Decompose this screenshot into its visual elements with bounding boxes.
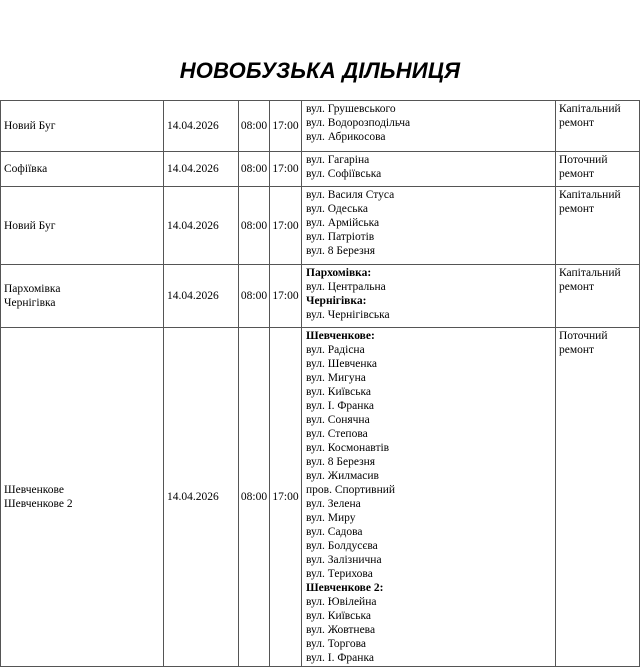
table-row: [1, 328, 640, 667]
street-name: вул. Гагаріна: [306, 154, 370, 166]
start-time-cell: 08:00: [239, 187, 270, 265]
street-name: вул. Київська: [306, 610, 372, 622]
street-name: вул. 8 Березня: [306, 245, 376, 257]
work-type-text: Поточний: [559, 330, 608, 342]
work-type-cell: [556, 187, 640, 265]
page-title: НОВОБУЗЬКА ДІЛЬНИЦЯ: [179, 58, 461, 83]
street-name: вул. Абрикосова: [306, 131, 386, 143]
street-name: вул. Ювілейна: [306, 596, 377, 608]
end-time-cell: 17:00: [270, 101, 302, 152]
work-type-text: Капітальний: [559, 267, 621, 279]
street-name: вул. Радісна: [306, 344, 365, 356]
street-name: вул. І. Франка: [306, 652, 374, 664]
settlement-cell: [1, 265, 164, 328]
start-time-cell: 08:00: [239, 101, 270, 152]
street-name: вул. Сонячна: [306, 414, 370, 426]
work-type-cell: [556, 328, 640, 667]
street-name: вул. Садова: [306, 526, 363, 538]
settlement-heading: Чернігівка:: [306, 295, 367, 307]
street-name: вул. Одеська: [306, 203, 369, 215]
outage-schedule-table: [0, 100, 640, 667]
settlement-name: Пархомівка: [4, 283, 61, 295]
settlement-name: Новий Буг: [4, 120, 56, 132]
work-type-text: Поточний: [559, 154, 608, 166]
street-name: вул. Болдусєва: [306, 540, 378, 552]
table-row: [1, 152, 640, 187]
street-name: вул. Патріотів: [306, 231, 375, 243]
end-time-cell: 17:00: [270, 328, 302, 667]
street-name: вул. Торгова: [306, 638, 366, 650]
work-type-text: ремонт: [559, 117, 595, 129]
street-name: вул. Грушевського: [306, 103, 396, 115]
table-body: [1, 101, 640, 667]
settlement-name: Шевченкове: [4, 484, 64, 496]
settlement-heading: Пархомівка:: [306, 267, 372, 279]
table-row: [1, 265, 640, 328]
settlement-name: Шевченкове 2: [4, 498, 73, 510]
work-type-text: ремонт: [559, 203, 595, 215]
street-name: пров. Спортивний: [306, 484, 396, 496]
start-time-cell: 08:00: [239, 328, 270, 667]
date-cell: 14.04.2026: [164, 152, 239, 187]
table-row: [1, 101, 640, 152]
end-time-cell: 17:00: [270, 265, 302, 328]
street-name: вул. Чернігівська: [306, 309, 390, 321]
settlement-name: Новий Буг: [4, 219, 56, 232]
settlement-name: Софіївка: [4, 163, 48, 175]
work-type-cell: [556, 101, 640, 152]
street-name: вул. Зелена: [306, 498, 361, 510]
street-name: вул. Центральна: [306, 281, 386, 293]
work-type-text: ремонт: [559, 168, 595, 180]
street-name: вул. Мигуна: [306, 372, 366, 384]
street-name: вул. Київська: [306, 386, 372, 398]
date-cell: 14.04.2026: [164, 101, 239, 152]
settlement-heading: Шевченкове 2:: [306, 582, 384, 594]
date-cell: 14.04.2026: [164, 187, 239, 265]
work-type-cell: [556, 152, 640, 187]
street-name: вул. Космонавтів: [306, 442, 390, 454]
start-time-cell: 08:00: [239, 152, 270, 187]
settlement-cell: [1, 187, 164, 265]
street-name: вул. Жовтнева: [306, 624, 376, 636]
end-time-cell: 17:00: [270, 152, 302, 187]
settlement-cell: [1, 328, 164, 667]
work-type-text: Капітальний: [559, 189, 621, 201]
street-name: вул. Софіївська: [306, 168, 382, 180]
street-name: вул. Жилмасив: [306, 470, 379, 482]
settlement-name: Чернігівка: [4, 297, 56, 309]
work-type-text: ремонт: [559, 344, 595, 356]
street-name: вул. Степова: [306, 428, 368, 440]
street-name: вул. І. Франка: [306, 400, 374, 412]
work-type-text: Капітальний: [559, 103, 621, 115]
street-name: вул. Армійська: [306, 217, 380, 229]
street-name: вул. Миру: [306, 512, 356, 524]
streets-cell: [302, 187, 556, 265]
date-cell: 14.04.2026: [164, 265, 239, 328]
work-type-cell: [556, 265, 640, 328]
settlement-cell: [1, 152, 164, 187]
street-name: вул. Шевченка: [306, 358, 378, 370]
settlement-heading: Шевченкове:: [306, 330, 375, 342]
work-type-text: ремонт: [559, 281, 595, 293]
table-row: [1, 187, 640, 265]
end-time-cell: 17:00: [270, 187, 302, 265]
streets-cell: [302, 328, 556, 667]
street-name: вул. Терихова: [306, 568, 373, 580]
start-time-cell: 08:00: [239, 265, 270, 328]
street-name: вул. Залізнична: [306, 554, 382, 566]
street-name: вул. 8 Березня: [306, 456, 376, 468]
settlement-cell: [1, 101, 164, 152]
streets-cell: [302, 265, 556, 328]
streets-cell: [302, 152, 556, 187]
street-name: вул. Василя Стуса: [306, 189, 395, 201]
street-name: вул. Водорозподільча: [306, 117, 411, 129]
streets-cell: [302, 101, 556, 152]
date-cell: 14.04.2026: [164, 328, 239, 667]
